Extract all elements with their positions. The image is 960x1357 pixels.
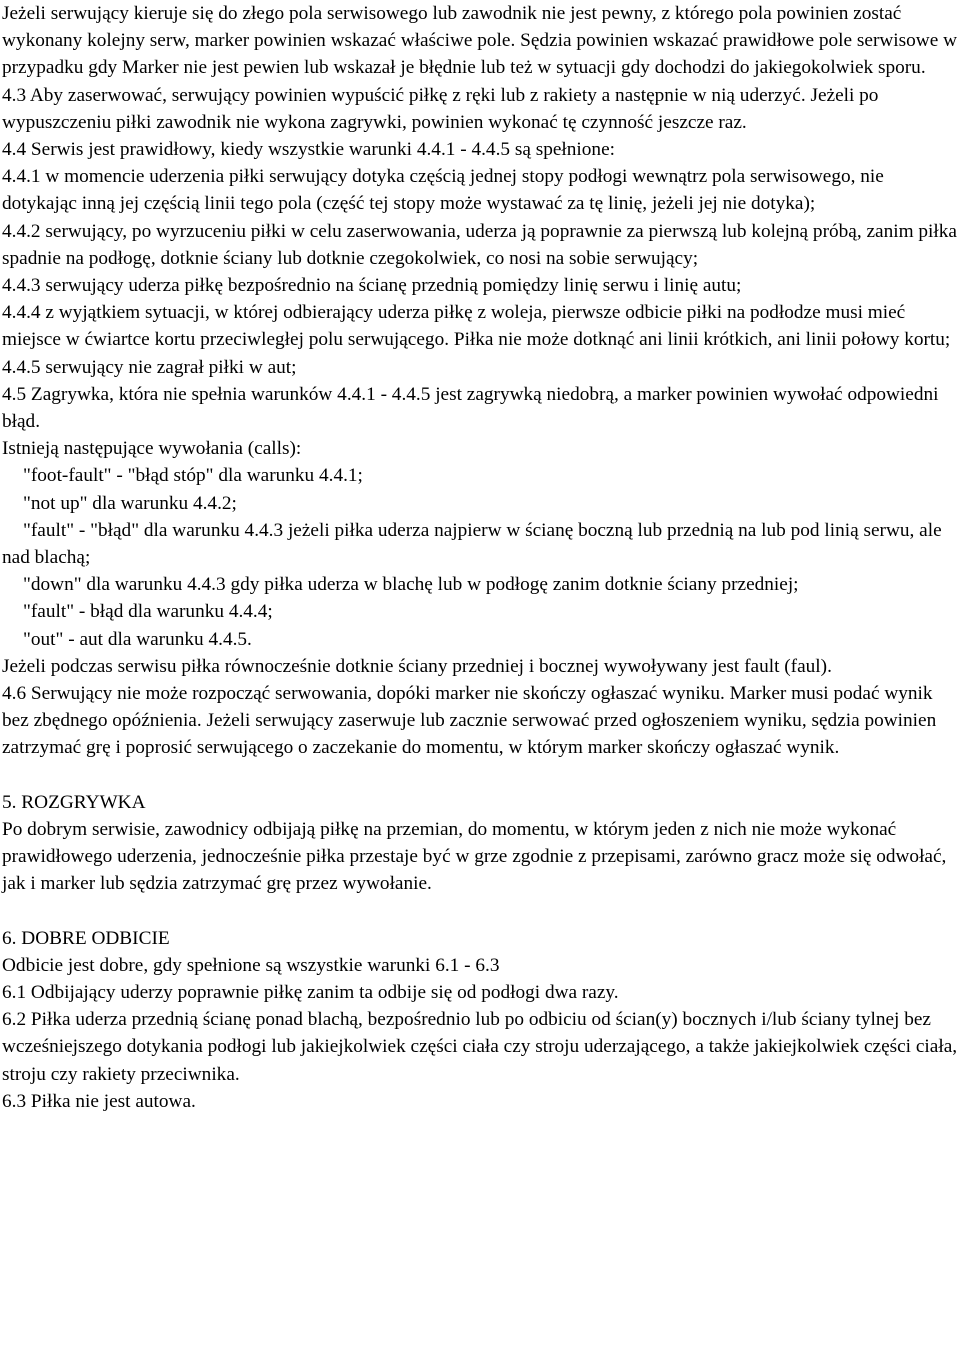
paragraph-4-4: 4.4 Serwis jest prawidłowy, kiedy wszystkie warunki 4.4.1 - 4.4.5 są spełnione: xyxy=(2,139,615,161)
call-item-not-up: "not up" dla warunku 4.4.2; xyxy=(23,492,237,514)
paragraph-4-6: 4.6 Serwujący nie może rozpocząć serwowania, dopóki marker nie skończy ogłaszać wyniku. Marker musi podać wynik bez zbędnego opóźnienia. Jeżeli serwujący zaserwuje lub zacznie serwować przed ogłoszeniem wyniku, sędzia powinien zatrzymać grę i poprosić serwującego o zaczekanie do momentu, w którym marker skończy ogłaszać wynik. xyxy=(2,683,937,759)
section-6-intro: Odbicie jest dobre, gdy spełnione są wszystkie warunki 6.1 - 6.3 xyxy=(2,954,500,976)
call-item-out: "out" - aut dla warunku 4.4.5. xyxy=(23,628,252,650)
section-6-heading: 6. DOBRE ODBICIE xyxy=(2,927,170,949)
paragraph-4-4-2: 4.4.2 serwujący, po wyrzuceniu piłki w celu zaserwowania, uderza ją poprawnie za pierwszą lub kolejną próbą, zanim piłka spadnie na podłogę, dotknie ściany lub dotknie czegokolwiek, co nosi na sobie serwujący; xyxy=(2,220,957,269)
section-6-1: 6.1 Odbijający uderzy poprawnie piłkę zanim ta odbije się od podłogi dwa razy. xyxy=(2,981,619,1003)
call-item-foot-fault: "foot-fault" - "błąd stóp" dla warunku 4.4.1; xyxy=(23,465,363,487)
paragraph-4-5: 4.5 Zagrywka, która nie spełnia warunków 4.4.1 - 4.4.5 jest zagrywką niedobrą, a marker powinien wywołać odpowiedni błąd. xyxy=(2,383,939,433)
paragraph-4-4-4: 4.4.4 z wyjątkiem sytuacji, w której odbierający uderza piłkę z woleja, pierwsze odbicie piłki na podłodze musi mieć miejsce w ćwiartce kortu przeciwległej polu serwującego. Piłka nie może dotknąć ani linii krótkich, ani linii połowy kortu; xyxy=(2,302,951,351)
calls-list xyxy=(2,462,958,652)
call-item-fault-4-4-4: "fault" - błąd dla warunku 4.4.4; xyxy=(23,601,273,623)
paragraph-4-3: 4.3 Aby zaserwować, serwujący powinien wypuścić piłkę z ręki lub z rakiety a następnie w nią uderzyć. Jeżeli po wypuszczeniu piłki zawodnik nie wykona zagrywki, powinien wykonać tę czynność jeszcze raz. xyxy=(2,84,879,133)
paragraph-simultaneous-fault: Jeżeli podczas serwisu piłka równocześnie dotknie ściany przedniej i bocznej wywoływany jest fault (faul). xyxy=(2,655,832,677)
section-5-heading: 5. ROZGRYWKA xyxy=(2,791,146,813)
paragraph-4-4-5: 4.4.5 serwujący nie zagrał piłki w aut; xyxy=(2,356,297,378)
paragraph-serve-box-intro: Jeżeli serwujący kieruje się do złego pola serwisowego lub zawodnik nie jest pewny, z którego pola powinien zostać wykonany kolejny serw, marker powinien wskazać właściwe pole. Sędzia powinien wskazać prawidłowe pole serwisowe w przypadku gdy Marker nie jest pewien lub wskazał je błędnie lub też w sytuacji gdy dochodzi do jakiegokolwiek sporu. xyxy=(2,3,958,79)
call-item-down-text: "down" dla warunku 4.4.3 gdy piłka uderza w blachę lub w podłogę zanim dotknie ściany przedniej; xyxy=(23,574,799,596)
section-gap xyxy=(2,898,958,925)
call-item-fault-text: "fault" - "błąd" dla warunku 4.4.3 jeżeli piłka uderza najpierw w ścianę boczną lub przednią na lub pod linią serwu, ale nad blachą; xyxy=(2,519,942,569)
paragraph-calls-intro: Istnieją następujące wywołania (calls): xyxy=(2,438,302,460)
call-item-down xyxy=(2,571,958,598)
section-6-2: 6.2 Piłka uderza przednią ścianę ponad blachą, bezpośrednio lub po odbiciu od ścian(y) bocznych i/lub ściany tylnej bez wcześniejszego dotykania podłogi lub jakiejkolwiek części ciała czy stroju uderzającego, a także jakiejkolwiek części ciała, stroju czy rakiety przeciwnika. xyxy=(2,1009,958,1085)
paragraph-4-4-1: 4.4.1 w momencie uderzenia piłki serwujący dotyka częścią jednej stopy podłogi wewnątrz pola serwisowego, nie dotykając inną jej częścią linii tego pola (część tej stopy może wystawać za tę linię, jeżeli jej nie dotyka); xyxy=(2,166,884,215)
call-item-fault xyxy=(2,517,958,571)
section-gap xyxy=(2,762,958,789)
section-5-body: Po dobrym serwisie, zawodnicy odbijają piłkę na przemian, do momentu, w którym jeden z nich nie może wykonać prawidłowego uderzenia, jednocześnie piłka przestaje być w grze zgodnie z przepisami, zarówno gracz może się odwołać, jak i marker lub sędzia zatrzymać grę przez wywołanie. xyxy=(2,818,947,895)
document-page xyxy=(2,0,958,1115)
section-6-3: 6.3 Piłka nie jest autowa. xyxy=(2,1090,196,1112)
paragraph-4-4-3: 4.4.3 serwujący uderza piłkę bezpośrednio na ścianę przednią pomiędzy linię serwu i linię autu; xyxy=(2,275,742,297)
